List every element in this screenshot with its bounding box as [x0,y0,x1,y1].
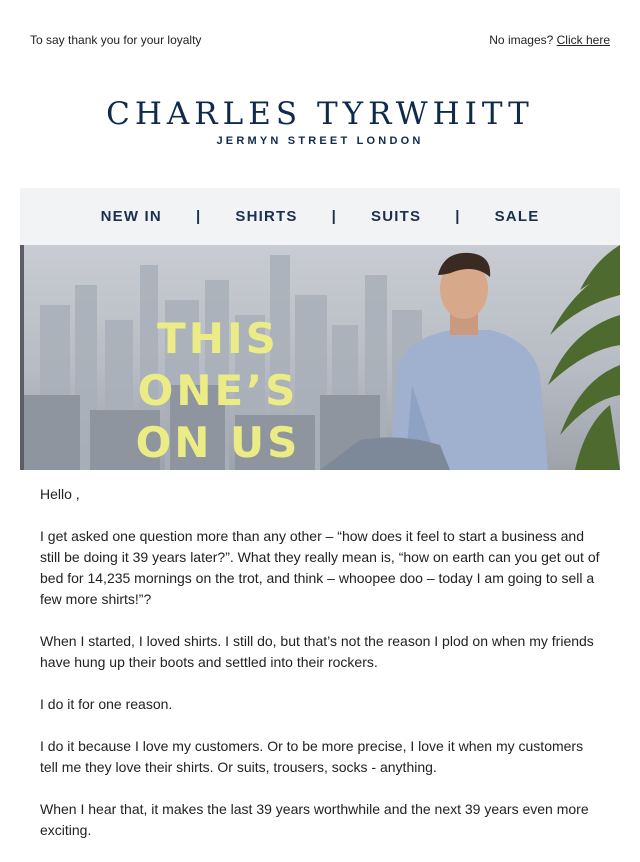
nav-separator: | [195,208,202,225]
preheader [30,33,610,47]
paragraph-5: When I hear that, it makes the last 39 years worthwhile and the next 39 years even more exciting. [40,801,589,838]
greeting: Hello , [40,486,80,502]
nav-suits[interactable]: SUITS [371,208,422,225]
no-images-notice [489,33,610,47]
nav-shirts[interactable]: SHIRTS [235,208,298,225]
hero-headline-line2: ON US [135,418,301,467]
main-nav [20,188,620,245]
nav-sale[interactable]: SALE [494,208,540,225]
click-here-link[interactable]: Click here [556,33,610,47]
nav-separator: | [455,208,461,225]
brand-tagline: JERMYN STREET LONDON [216,135,424,147]
paragraph-2: When I started, I loved shirts. I still do, but that’s not the reason I plod on when my friends have hung up their boots and settled into their rockers. [40,633,594,670]
hero-headline-line1: THIS ONE’S [137,314,299,415]
hero-headline [68,313,368,469]
email-body [40,484,602,862]
nav-separator: | [331,208,337,225]
nav-new-in[interactable]: NEW IN [100,208,162,225]
paragraph-4: I do it because I love my customers. Or to be more precise, I love it when my customers tell me they love their shirts. Or suits, trousers, socks - anything. [40,738,584,775]
no-images-text: No images? [489,33,554,47]
paragraph-1: I get asked one question more than any other – “how does it feel to start a business and still be doing it 39 years later?”. What they really mean is, “how on earth can you get out of bed for 14,235 mornings on the trot, and think – whoopee doo – today I am going to sell a few more shirts!”? [40,528,600,607]
preheader-text: To say thank you for your loyalty [30,33,202,47]
paragraph-3: I do it for one reason. [40,696,173,712]
hero-banner[interactable] [20,245,620,470]
window-frame [20,245,24,470]
brand-logo[interactable] [0,95,640,148]
brand-name: CHARLES TYRWHITT [106,96,534,132]
plant-leaves [548,245,620,470]
